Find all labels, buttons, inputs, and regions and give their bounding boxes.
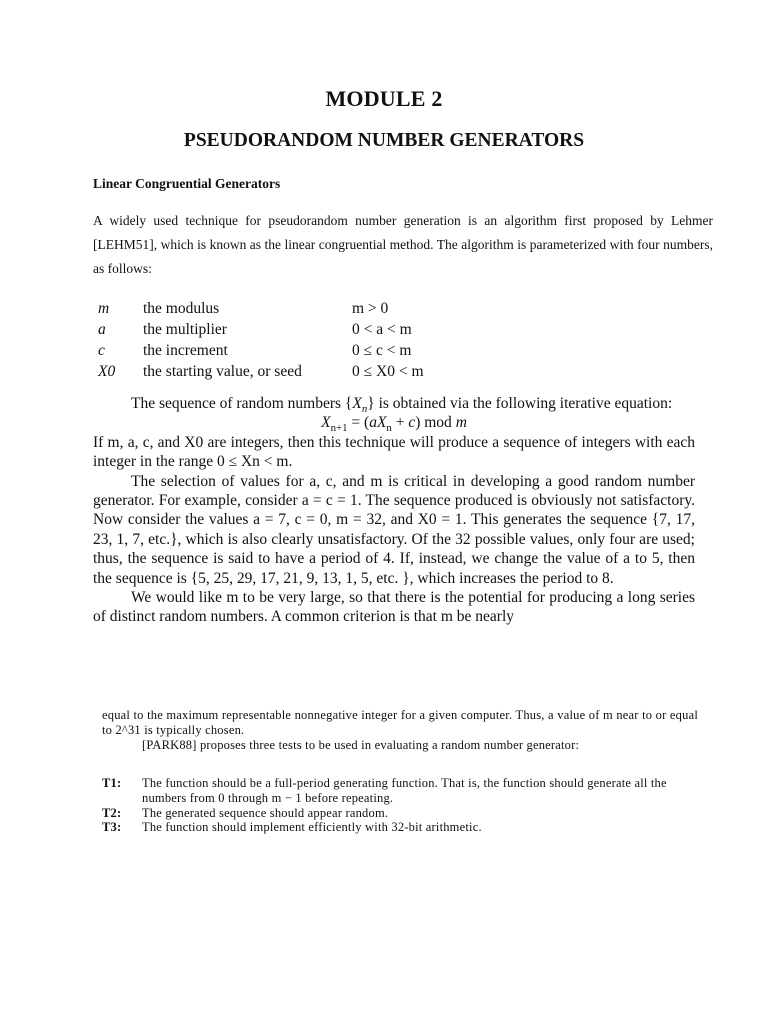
module-title: MODULE 2 [325, 86, 443, 111]
parameter-symbol: a [98, 321, 106, 338]
parameter-symbol: X0 [98, 363, 116, 380]
parameter-condition: m > 0 [352, 300, 389, 317]
parameter-symbol: m [98, 300, 110, 317]
integers-paragraph: If m, a, c, and X0 are integers, then this technique will produce a sequence of integers with each integer in the range 0 ≤ Xn < m. [93, 433, 695, 471]
test-text: The function should implement efficiently with 32-bit arithmetic. [142, 820, 482, 835]
test-item-t2 [102, 806, 702, 821]
selection-paragraph: The selection of values for a, c, and m is critical in developing a good random number generator. For example, consider a = c = 1. The sequence produced is obviously not satisfactory. Now consider the values a = 7, c = 0, m = 32, and X0 = 1. This generates the sequence {7, 17, 23, 1, 7, etc.}, which is also clearly unsatisfactory. Of the 32 possible values, only four are used; thus, the sequence is said to have a period of 4. If, instead, we change the value of a to 5, then the sequence is {5, 25, 29, 17, 21, 9, 13, 1, 5, etc. }, which increases the period to 8. [93, 472, 695, 587]
intro-paragraph: A widely used technique for pseudorandom number generation is an algorithm first proposed by Lehmer [LEHM51], which is known as the linear congruential method. The algorithm is parameterized with four numbers, as follows: [93, 213, 713, 276]
test-text: The function should be a full-period generating function. That is, the function should generate all the numbers from 0 through m − 1 before repeating. [142, 776, 667, 805]
criterion-continuation [102, 708, 698, 752]
section-heading: Linear Congruential Generators [93, 176, 281, 191]
parameter-condition: 0 < a < m [352, 321, 412, 338]
parameter-description: the multiplier [143, 321, 227, 338]
park88-paragraph: [PARK88] proposes three tests to be used in evaluating a random number generator: [142, 737, 580, 752]
test-label: T1: [102, 776, 122, 790]
module-subtitle: PSEUDORANDOM NUMBER GENERATORS [183, 130, 585, 151]
test-list [102, 776, 702, 835]
parameter-condition: 0 ≤ c < m [352, 342, 412, 359]
textbook-body [93, 394, 695, 627]
test-label: T3: [102, 820, 122, 835]
parameter-symbol: c [98, 342, 105, 359]
parameter-description: the increment [143, 342, 228, 359]
test-item-t1 [102, 776, 702, 806]
criterion-paragraph: equal to the maximum representable nonnegative integer for a given computer. Thus, a value of m near to or equal to 2^31 is typically chosen. [102, 708, 698, 737]
sequence-paragraph: The sequence of random numbers $\{X_n\}$ is obtained via the following iterative equation: [131, 395, 673, 416]
parameter-description: the modulus [143, 300, 220, 317]
large-modulus-paragraph: We would like m to be very large, so that there is the potential for producing a long series of distinct random numbers. A common criterion is that m be nearly [93, 589, 695, 626]
iterative-equation: $X_{n+1} = (aX_n + c)$ mod m [321, 414, 467, 435]
test-item-t3 [102, 820, 702, 835]
parameter-description: the starting value, or seed [143, 363, 302, 380]
parameter-condition: 0 ≤ X0 < m [352, 363, 424, 380]
test-label: T2: [102, 805, 122, 820]
test-text: The generated sequence should appear random. [142, 805, 389, 820]
